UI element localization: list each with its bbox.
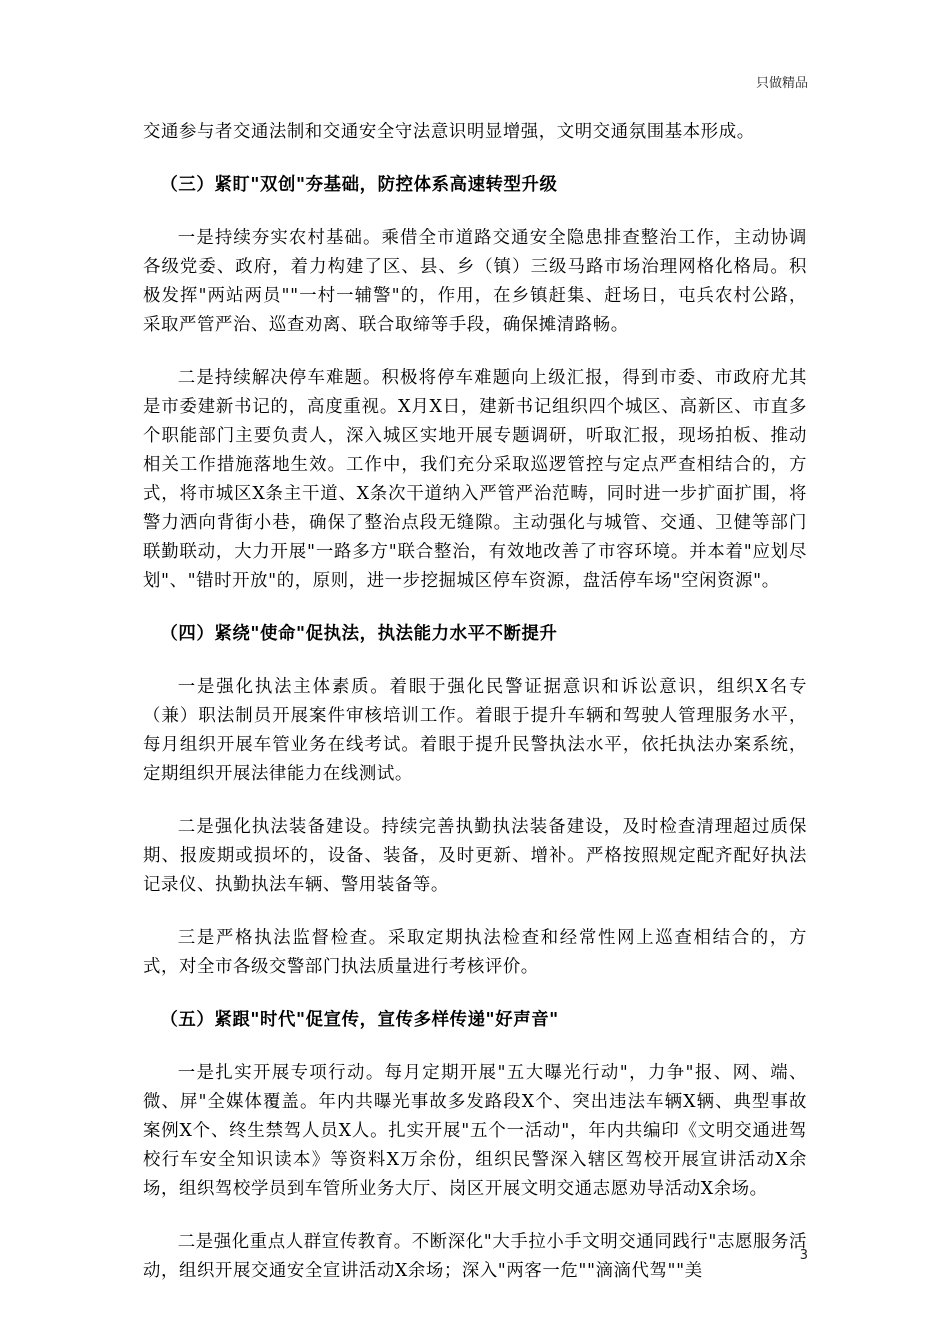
- header-note: 只做精品: [755, 76, 808, 91]
- section-heading-4: （四）紧绕"使命"促执法，执法能力水平不断提升: [160, 624, 558, 644]
- paragraph-special-actions: 一是扎实开展专项行动。每月定期开展"五大曝光行动"，力争"报、网、端、微、屏"全媒体覆盖。年内共曝光事故多发路段X个、突出违法车辆X辆、典型事故案例X个、终生禁驾人员X人。扎实开展"五个一活动"，年内共编印《文明交通进驾校行车安全知识读本》等资料X万余份，组织民警深入辖区驾校开展宣讲活动X余场，组织驾校学员到车管所业务大厅、岗区开展文明交通志愿劝导活动X余场。: [143, 1063, 807, 1199]
- paragraph-equipment: 二是强化执法装备建设。持续完善执勤执法装备建设，及时检查清理超过质保期、报废期或损坏的，设备、装备，及时更新、增补。严格按照规定配齐配好执法记录仪、执勤执法车辆、警用装备等。: [143, 817, 807, 895]
- paragraph-rural-foundation: 一是持续夯实农村基础。乘借全市道路交通安全隐患排查整治工作，主动协调各级党委、政府，着力构建了区、县、乡（镇）三级马路市场治理网格化格局。积极发挥"两站两员""一村一辅警"的，作用，在乡镇赶集、赶场日，屯兵农村公路，采取严管严治、巡查劝离、联合取缔等手段，确保摊清路畅。: [143, 228, 807, 335]
- section-heading-5: （五）紧跟"时代"促宣传，宣传多样传递"好声音": [160, 1010, 559, 1030]
- section-heading-3: （三）紧盯"双创"夯基础，防控体系高速转型升级: [160, 175, 558, 195]
- paragraph-key-groups: 二是强化重点人群宣传教育。不断深化"大手拉小手文明交通同践行"志愿服务活动，组织开展交通安全宣讲活动X余场；深入"两客一危""滴滴代驾""美: [143, 1232, 807, 1281]
- page-number: 3: [799, 1248, 808, 1263]
- paragraph-enforcement-quality: 一是强化执法主体素质。着眼于强化民警证据意识和诉讼意识，组织X名专（兼）职法制员开展案件审核培训工作。着眼于提升车辆和驾驶人管理服务水平，每月组织开展车管业务在线考试。着眼于提升民警执法水平，依托执法办案系统，定期组织开展法律能力在线测试。: [143, 677, 807, 784]
- paragraph-parking: 二是持续解决停车难题。积极将停车难题向上级汇报，得到市委、市政府尤其是市委建新书记的，高度重视。X月X日，建新书记组织四个城区、高新区、市直多个职能部门主要负责人，深入城区实地开展专题调研，听取汇报，现场拍板、推动相关工作措施落地生效。工作中，我们充分采取巡逻管控与定点严查相结合的，方式，将市城区X条主干道、X条次干道纳入严管严治范畴，同时进一步扩面扩围，将警力洒向背街小巷，确保了整治点段无缝隙。主动强化与城管、交通、卫健等部门联勤联动，大力开展"一路多方"联合整治，有效地改善了市容环境。并本着"应划尽划"、"错时开放"的，原则，进一步挖掘城区停车资源，盘活停车场"空闲资源"。: [143, 368, 807, 591]
- paragraph-supervision: 三是严格执法监督检查。采取定期执法检查和经常性网上巡查相结合的，方式，对全市各级交警部门执法质量进行考核评价。: [143, 928, 807, 977]
- paragraph-continuation: 交通参与者交通法制和交通安全守法意识明显增强，文明交通氛围基本形成。: [143, 122, 755, 142]
- document-body: [143, 118, 807, 1286]
